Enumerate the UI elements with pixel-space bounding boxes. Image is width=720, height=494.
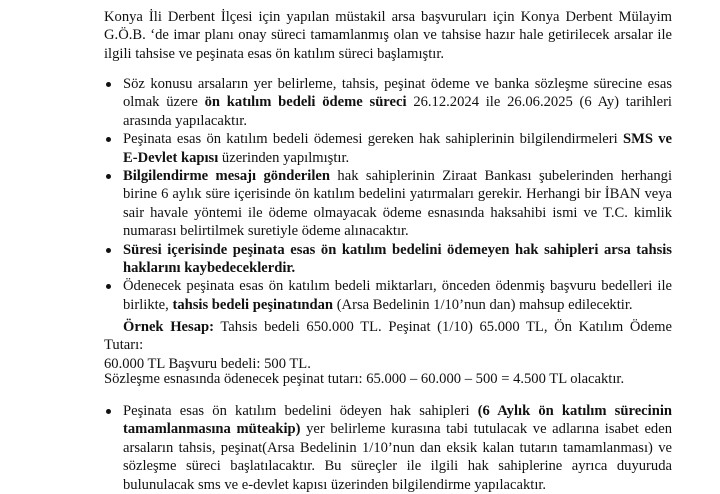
list-item-text: 26.12.2024 ile 26.06.2025 (6 Ay) tarihleri arasında yapılacaktır.	[123, 94, 672, 129]
list-item	[104, 167, 672, 241]
bullet-icon	[106, 409, 111, 414]
list-item-text: üzerinden yapılmıştır.	[218, 149, 350, 166]
list-item	[104, 130, 672, 167]
list-item-bold-text: tahsis bedeli peşinatından	[172, 296, 334, 313]
list-item-text: yer belirleme kurasına tabi tutulacak ve adlarına isabet eden arsaların tahsis, peşinat(Arsa Bedelinin 1/10’nun dan eksik kalan tutarın tamamlanması) ve sözleşme süreci başlatılacaktır. Bu süreçler ile ilgili hak sahiplerine ayrıca duyuruda bulunulacak sms ve e-devlet kapısı üzerinden bilgilendirme yapılacaktır.	[123, 421, 672, 493]
list-item	[104, 277, 672, 314]
bullet-icon	[106, 137, 111, 142]
example-calculation	[104, 318, 672, 373]
list-item-text: Ödenecek peşinata esas ön katılım bedeli miktarları, önceden ödenmiş başvuru bedelleri ile birlikte,	[123, 278, 672, 313]
list-item	[104, 241, 672, 278]
bullet-icon	[106, 248, 111, 253]
bullet-icon	[106, 82, 111, 87]
total-text: Sözleşme esnasında ödenecek peşinat tutarı: 65.000 – 60.000 – 500 = 4.500 TL olacaktır.	[104, 371, 625, 387]
bullet-icon	[106, 284, 111, 289]
list-item-bold-text: Bilgilendirme mesajı gönderilen	[123, 168, 330, 185]
list-item-text: (Arsa Bedelinin 1/10’nun dan) mahsup edilecektir.	[333, 296, 633, 313]
bullet-icon	[106, 174, 111, 179]
list-item-text: Söz konusu arsaların yer belirleme, tahsis, peşinat ödeme ve banka sözleşme sürecine esas olmak üzere	[123, 76, 672, 111]
bullet-list-2	[104, 402, 672, 494]
list-item-bold-text: Süresi içerisinde peşinata esas ön katılım bedelini ödemeyen hak sahipleri arsa tahsis haklarını kaybedeceklerdir.	[123, 241, 672, 277]
list-item-bold-text: SMS ve E-Devlet kapısı	[123, 131, 673, 166]
bullet-list-1	[104, 75, 672, 314]
example-line-2: 60.000 TL Başvuru bedeli: 500 TL.	[104, 355, 311, 372]
list-item-text: hak sahiplerinin Ziraat Bankası şubelerinden herhangi birine 6 aylık süre içerisinde ön katılım bedelini yatırmaları gerekir. Herhangi bir İBAN veya sair havale yöntemi ile ödeme olmayacak ödeme esnasında haksahibi ismi ve T.C. kimlik numarası belirtilmek suretiyle ödeme alınacaktır.	[123, 168, 673, 240]
list-item-bold-text: (6 Aylık ön katılım sürecinin tamamlanmasına müteakip)	[123, 403, 672, 438]
list-item	[104, 402, 672, 494]
list-item-text: Peşinata esas ön katılım bedelini ödeyen hak sahipleri	[123, 403, 478, 419]
intro-paragraph	[104, 8, 672, 63]
example-line-1: Tahsis bedeli 650.000 TL. Peşinat (1/10) 65.000 TL, Ön Katılım Ödeme Tutarı:	[104, 319, 672, 354]
list-item-text: Peşinata esas ön katılım bedeli ödemesi gereken hak sahiplerinin bilgilendirmeleri	[123, 131, 623, 148]
example-label: Örnek Hesap:	[123, 319, 214, 335]
intro-text: Konya İli Derbent İlçesi için yapılan müstakil arsa başvuruları için Konya Derbent Mülayim G.Ö.B. ‘de imar planı onay süreci tamamlanmış olan ve tahsise hazır hale getirilecek arsalar ile ilgili tahsise ve peşinata esas ön katılım süreci başlamıştır.	[104, 9, 672, 62]
list-item-bold-text: ön katılım bedeli ödeme süreci	[204, 94, 407, 111]
list-item	[104, 75, 672, 130]
total-payment-line	[104, 370, 672, 388]
example-first-line	[104, 319, 672, 353]
